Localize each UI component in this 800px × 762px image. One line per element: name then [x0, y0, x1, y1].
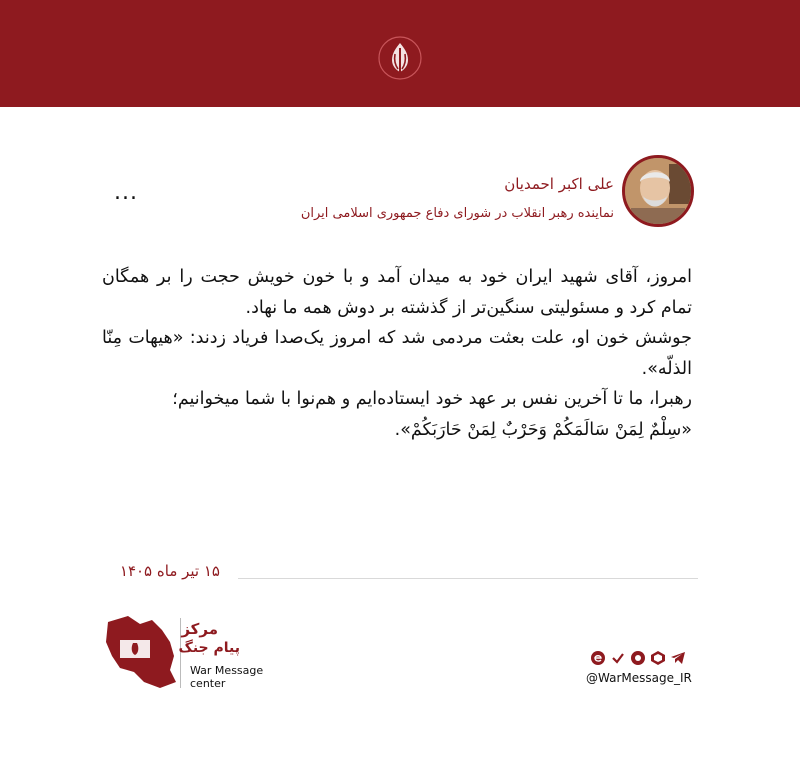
post-paragraph: امروز، آقای شهید ایران خود به میدان آمد و با خون خویش حجت را بر همگان تمام کرد و مسئولیتی سنگین‌تر از گذشته بر دوش همه ما نهاد.: [102, 267, 692, 318]
more-button[interactable]: ...: [114, 180, 138, 205]
rubika-icon[interactable]: [650, 650, 666, 666]
post-paragraph: «سِلْمٌ لِمَنْ سَالَمَکُمْ وَحَرْبٌ لِمَنْ حَارَبَکُمْ».: [394, 419, 692, 440]
bale-icon[interactable]: [630, 650, 646, 666]
post-body: [102, 262, 692, 445]
social-icons: [590, 650, 686, 666]
author-name: علی اکبر احمدیان: [504, 175, 614, 193]
social-handle[interactable]: @WarMessage_IR: [586, 671, 692, 685]
telegram-icon[interactable]: [670, 650, 686, 666]
header-banner: [0, 0, 800, 107]
avatar[interactable]: [622, 155, 694, 227]
eitaa-icon[interactable]: [590, 650, 606, 666]
post-paragraph: جوشش خون او، علت بعثت مردمی شد که امروز یک‌صدا فریاد زدند: «هیهات مِنّا الذلّه».: [102, 328, 692, 379]
post-date: ۱۵ تیر ماه ۱۴۰۵: [119, 562, 220, 580]
iran-emblem-icon: [376, 34, 424, 82]
divider: [238, 578, 698, 579]
logo-text-en-line1: War Message: [190, 664, 264, 677]
logo-text-en-line2: center: [190, 677, 226, 690]
logo-text-ar-line1: مرکز: [181, 620, 218, 638]
post-paragraph: رهبرا، ما تا آخرین نفس بر عهد خود ایستاده‌ایم و هم‌نوا با شما میخوانیم؛: [172, 389, 692, 409]
logo-text-ar-line2: پیام جنگ: [178, 640, 240, 656]
author-role: نماینده رهبر انقلاب در شورای دفاع جمهوری اسلامی ایران: [300, 206, 614, 221]
check-icon[interactable]: [610, 650, 626, 666]
iran-map-logo-icon: [100, 612, 178, 692]
